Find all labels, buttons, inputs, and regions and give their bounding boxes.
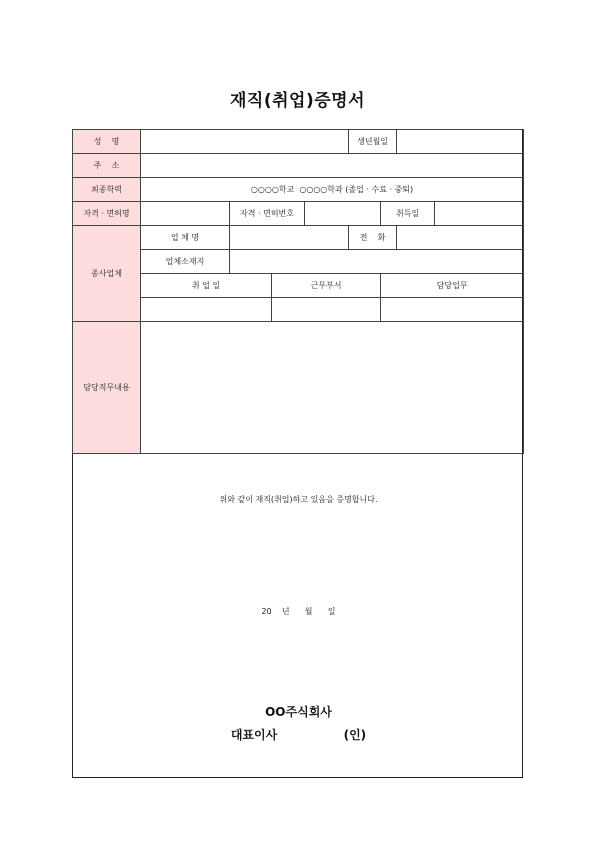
education-label: 최종학력: [73, 178, 141, 202]
document-title: 재직(취업)증명서: [230, 91, 365, 111]
department-field[interactable]: [272, 298, 381, 322]
duty-field[interactable]: [381, 298, 524, 322]
job-detail-label: 담당직무내용: [73, 322, 141, 454]
hire-date-field[interactable]: [141, 298, 272, 322]
acquired-date-field[interactable]: [435, 202, 524, 226]
certificate-form: [72, 129, 523, 778]
employer-label: 종사업체: [73, 226, 141, 322]
job-detail-field[interactable]: [141, 322, 524, 454]
license-number-label: 자격 · 면허번호: [230, 202, 305, 226]
duty-label: 담당업무: [381, 274, 524, 298]
birth-field[interactable]: [397, 130, 524, 154]
address-label: 주 소: [73, 154, 141, 178]
education-field[interactable]: ○○○○학교 ○○○○학과 (졸업 · 수료 · 중퇴): [141, 178, 524, 202]
birth-label: 생년월일: [349, 130, 397, 154]
license-label: 자격 · 면허명: [73, 202, 141, 226]
name-field[interactable]: [141, 130, 349, 154]
address-field[interactable]: [141, 154, 524, 178]
info-table: [72, 129, 524, 454]
name-label: 성 명: [73, 130, 141, 154]
phone-label: 전 화: [349, 226, 397, 250]
company-name: OO주식회사: [265, 705, 332, 719]
hire-date-label: 취 업 일: [141, 274, 272, 298]
seal-mark: (인): [343, 728, 367, 742]
license-field[interactable]: [141, 202, 230, 226]
acquired-date-label: 취득일: [381, 202, 435, 226]
company-address-label: 업체소재지: [141, 250, 230, 274]
signature-line: [73, 726, 524, 743]
representative-title: 대표이사: [230, 728, 278, 742]
certification-date: 20 년 월 일: [261, 607, 336, 616]
phone-field[interactable]: [397, 226, 524, 250]
certification-statement: 위와 같이 재직(취업)하고 있음을 증명합니다.: [219, 495, 378, 504]
department-label: 근무부서: [272, 274, 381, 298]
company-name-field[interactable]: [230, 226, 349, 250]
company-name-label: 업 체 명: [141, 226, 230, 250]
company-address-field[interactable]: [230, 250, 524, 274]
license-number-field[interactable]: [305, 202, 381, 226]
